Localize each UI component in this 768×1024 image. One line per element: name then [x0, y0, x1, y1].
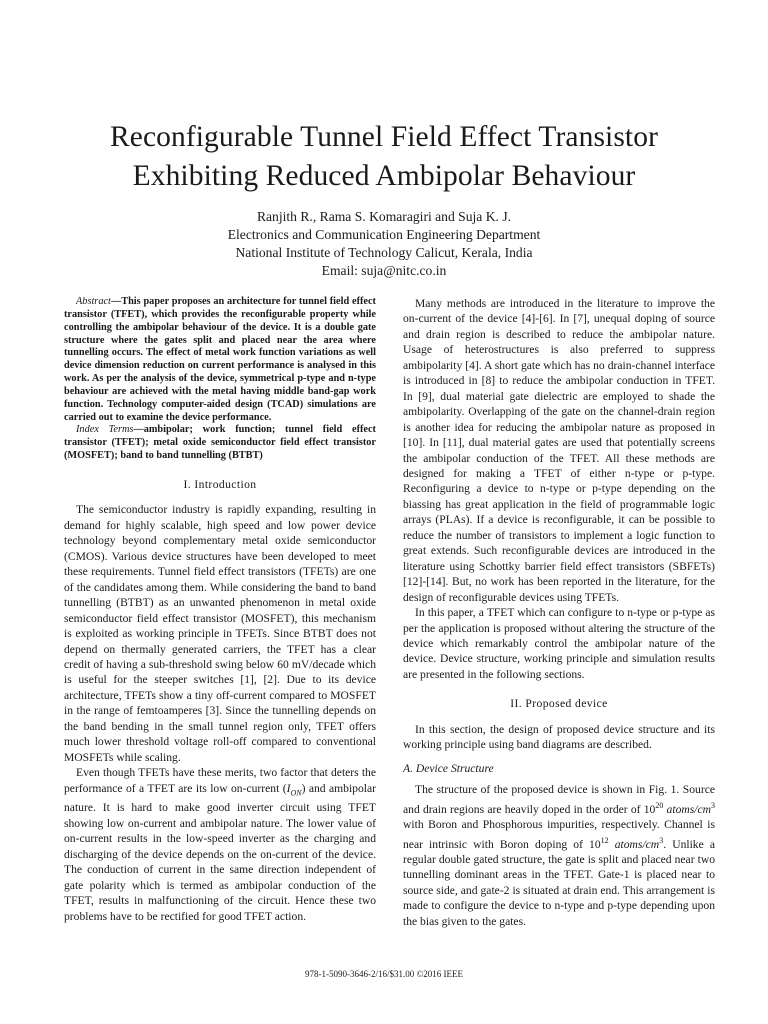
doping-exp2-base: 10 [589, 837, 601, 851]
doping-exp1-sup: 20 [655, 800, 664, 810]
abstract-lead: Abstract [76, 296, 111, 307]
right-paragraph-1: Many methods are introduced in the literature to improve the on-current of the device [4]-[6]. In [7], unequal doping of source and drain region is described to reduce the ambipolar nature. Usage of heterostructures is also preferred to suppress ambipolarity [4]. A short gate which has no drain-channel interface is introduced in [8] to reduce the ambipolar conduction in TFET. In [9], dual material gate dielectric are employed to shade the ambipolarity. Overlapping of the gate on the channel-drain region is another idea for reducing the ambipolar nature as proposed in [10]. In [11], dual material gates are used that potentially screens the ambipolar conduction of the TFET. All these methods are designed for making a TFET of either n-type or p-type. Reconfiguring a device to n-type or p-type depending on the biassing has great application in the field of programmable logic arrays (PLAs). If a device is reconfigurable, it can be possible to reduce the number of transistors to implement a logic function to great extends. Such reconfigurable devices are introduced in the literature using Schottky barrier field effect transistors (SBFETs) [12]-[14]. But, no work has been reported in the literature, for the design of reconfigurable devices using TFETs. [403, 297, 715, 604]
doping-exp2-sup: 12 [600, 835, 609, 845]
abstract [64, 296, 376, 424]
right-paragraph-2: In this paper, a TFET which can configure to n-type or p-type as per the application is proposed without altering the structure of the device which remarkably control the ambipolar nature of the device. Device structure, working principle and simulation results are presented in the following sections. [403, 606, 715, 681]
doping-unit2: atoms/cm [608, 837, 660, 851]
author-names: Ranjith R., Rama S. Komaragiri and Suja K. J. [256, 209, 512, 224]
author-block [40, 208, 728, 280]
author-institute: National Institute of Technology Calicut, Kerala, India [235, 245, 533, 260]
right-column [403, 296, 715, 929]
doping-unit1: atoms/cm [663, 802, 711, 816]
section-heading-proposed-device: II. Proposed device [510, 697, 608, 711]
index-terms [64, 424, 376, 463]
index-terms-text: —ambipolar; work function; tunnel field effect transistor (TFET); metal oxide semiconductor field effect transistor (MOSFET); band to band tunnelling (BTBT) [64, 424, 376, 462]
structure-part-c: . Unlike a regular double gated structure, the gate is split and placed near two tunnelling dominant areas in the TFET. Gate-1 is placed near to source side, and gate-2 is situated at drain end. This arrangement is made to configure the device to n-type and p-type depending upon the bias given to the gates. [403, 837, 715, 928]
proposed-paragraph-1: In this section, the design of proposed device structure and its working principle using band diagrams are described. [403, 722, 715, 752]
structure-paragraph [403, 782, 715, 929]
intro-paragraph-1: The semiconductor industry is rapidly expanding, resulting in demand for highly scalable, high speed and low power device technology beyond complementary metal oxide semiconductor (CMOS). Various device structures have been developed to meet these requirements. Tunnel field effect transistors (TFETs) are one of the candidates among them. While considering the band to band tunnelling (BTBT) as an unwanted phenomenon in metal oxide semiconductor field effect transistor (MOSFET), this mechanism is exploited as working principle in TFETs. Since BTBT does not depend on thermally generated carriers, the TFET has a clear credit of having a sub-threshold swing below 60 mV/decade which is useful for the steeper switches [1], [2]. Due to its device architecture, TFETs show a tiny off-current compared to MOSFET in the range of femtoamperes [3]. Since the tunnelling depends on the band bending in the small tunnel region only, TFET offers much lower threshold voltage roll-off compared to conventional MOSFETs while scaling. [64, 503, 376, 764]
doping-unit2-sup: 3 [659, 835, 664, 845]
left-column [64, 296, 376, 924]
paper-title [40, 118, 728, 196]
copyright-footer: 978-1-5090-3646-2/16/$31.00 ©2016 IEEE [304, 969, 464, 979]
structure-part-a: The structure of the proposed device is shown in Fig. 1. Source and drain regions are heavily doped in the order of [403, 783, 715, 816]
ion-subscript: ON [290, 787, 302, 797]
doping-unit1-sup: 3 [711, 800, 715, 810]
index-terms-lead: Index Terms [76, 424, 134, 436]
section-heading-introduction: I. Introduction [183, 477, 257, 491]
doping-exp1-base: 10 [643, 802, 656, 816]
structure-part-b: with Boron and Phosphorous impurities, respectively. Channel is near intrinsic with Boron doping of [403, 818, 715, 851]
title-line-1: Reconfigurable Tunnel Field Effect Transistor [109, 121, 659, 153]
subsection-heading-device-structure: A. Device Structure [403, 761, 494, 775]
intro-p2-part-b: ) and ambipolar nature. It is hard to make good inverter circuit using TFET showing low on-current and ambipolar nature. The lower value of on-current results in the low-speed inverter as the charging and discharging of the device depends on the on-current of the device. The conduction of current in the same direction independent of gate polarity which is termed as ambipolar conduction of the TFET, results in malfunctioning of the circuit. Hence these two problems have to be rectified for good TFET action. [64, 781, 377, 923]
ion-symbol: I [286, 781, 291, 795]
author-department: Electronics and Communication Engineering Department [227, 227, 541, 242]
intro-paragraph-2 [64, 765, 376, 924]
title-line-2: Exhibiting Reduced Ambipolar Behaviour [132, 160, 636, 192]
intro-p2-part-a: Even though TFETs have these merits, two factor that deters the performance of a TFET are its low on-current ( [64, 766, 376, 795]
author-email: Email: suja@nitc.co.in [321, 263, 447, 278]
abstract-text: —This paper proposes an architecture for tunnel field effect transistor (TFET), which provides the reconfigurable property while controlling the ambipolar behaviour of the device. It is a double gate structure where the gates split and placed near the area where tunnelling occurs. The effect of metal work function variations as well device dimension reduction on current performance is analysed in this work. As per the analysis of the device, symmetrical p-type and n-type behaviour are achieved with the metal having middle band-gap work function. Technology computer-aided design (TCAD) simulations are carried out to examine the device performance. [64, 296, 376, 423]
